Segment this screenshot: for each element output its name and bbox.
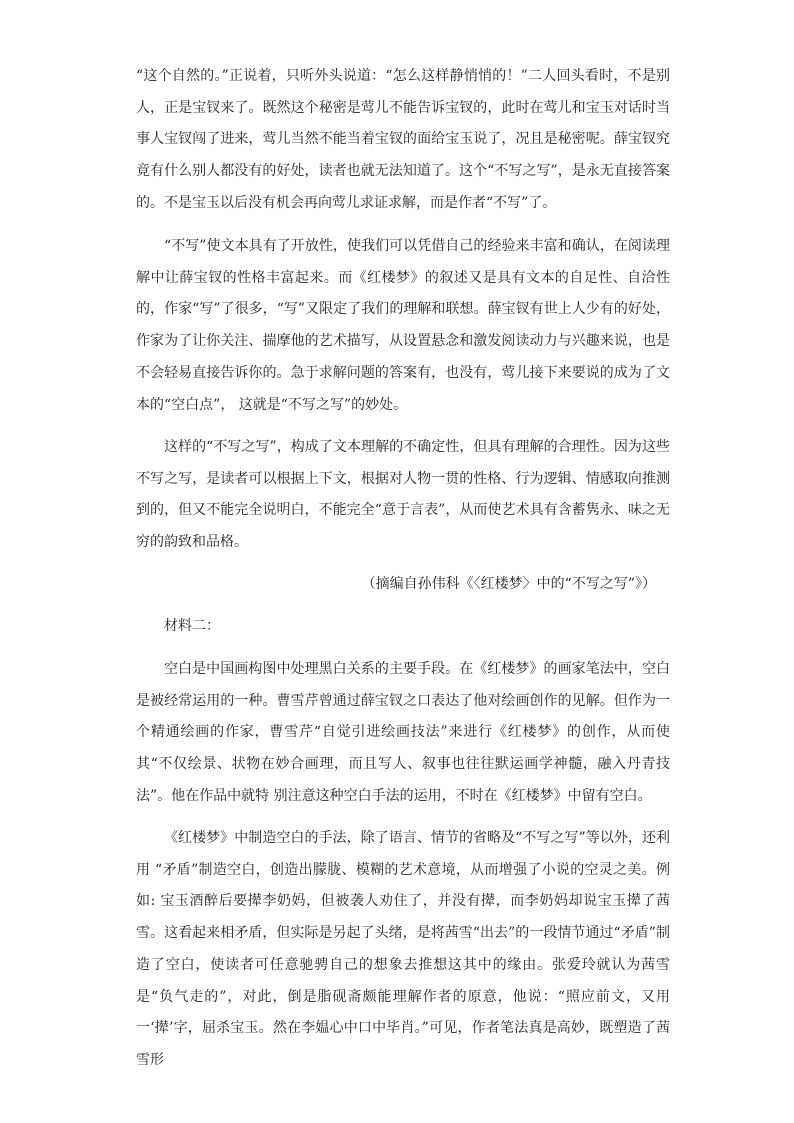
paragraph-1: “这个自然的。”正说着，只听外头说道：“怎么这样静悄悄的！”二人回头看时，不是别人，正是宝钗来了。既然这个秘密是莺儿不能告诉宝钗的，此时在莺儿和宝玉对话时当事人宝钗闯了进来，莺儿当然不能当着宝钗的面给宝玉说了，况且是秘密呢。薛宝钗究竟有什么别人都没有的好处，读者也就无法知道了。这个“不写之写”，是永无直接答案的。不是宝玉以后没有机会再向莺儿求证求解，而是作者“不写”了。 — [136, 68, 670, 211]
paragraph-4: 空白是中国画构图中处理黑白关系的主要手段。在《红楼梦》的画家笔法中，空白是被经常运用的一种。曹雪芹曾通过薛宝钗之口表达了他对绘画创作的见解。但作为一个精通绘画的作家，曹雪芹“自觉引进绘画技法”来进行《红楼梦》的创作，从而使其“不仅绘景、状物在妙合画理，而且写人、叙事也往往默运画学神髓，融入丹青技法”。他在作品中就特 别注意这种空白手法的运用，不时在《红楼梦》中留有空白。 — [136, 661, 670, 804]
section-heading: 材料二： — [164, 618, 220, 634]
paragraph-5: 《红楼梦》中制造空白的手法，除了语言、情节的省略及“不写之写”等以外，还利用 “矛盾”制造空白，创造出朦胧、模糊的艺术意境，从而增强了小说的空灵之美。例如: 宝玉酒醉后要撵李奶妈，但被袭人劝住了，并没有撵，而李奶妈却说宝玉撵了茜雪。这看起来相矛盾，但实际是另起了头绪，是将茜雪“出去”的一段情节通过“矛盾”制造了空白，使读者可任意驰骋自己的想象去推想这其中的缘由。张爱玲就认为茜雪是“负气走的”，对此，倒是脂砚斋颇能理解作者的原意，他说：“照应前文，又用一‘撵’字，屈杀宝玉。然在李媪心中口中毕肖。”可见，作者笔法真是高妙，既塑造了茜雪形 — [136, 830, 670, 1068]
paragraph-2: “不写”使文本具有了开放性，使我们可以凭借自己的经验来丰富和确认，在阅读理解中让薛宝钗的性格丰富起来。而《红楼梦》的叙述又是具有文本的自足性、自洽性的，作家“写”了很多，“写”又限定了我们的理解和联想。薛宝钗有世上人少有的好处，作家为了让你关注、揣摩他的艺术描写，从设置悬念和激发阅读动力与兴趣来说，也是不会轻易直接告诉你的。急于求解问题的答案有，也没有，莺儿接下来要说的成为了文本的“空白点”， 这就是“不写之写”的妙处。 — [136, 238, 670, 413]
paragraph-3: 这样的“不写之写”，构成了文本理解的不确定性，但具有理解的合理性。因为这些不写之写，是读者可以根据上下文，根据对人物一贯的性格、行为逻辑、情感取向推测到的，但又不能完全说明白，不能完全“意于言表”，从而使艺术具有含蓄隽永、味之无穷的韵致和品格。 — [136, 439, 670, 551]
source-citation: （摘编自孙伟科《〈红楼梦〉中的“不写之写”》） — [361, 576, 656, 592]
